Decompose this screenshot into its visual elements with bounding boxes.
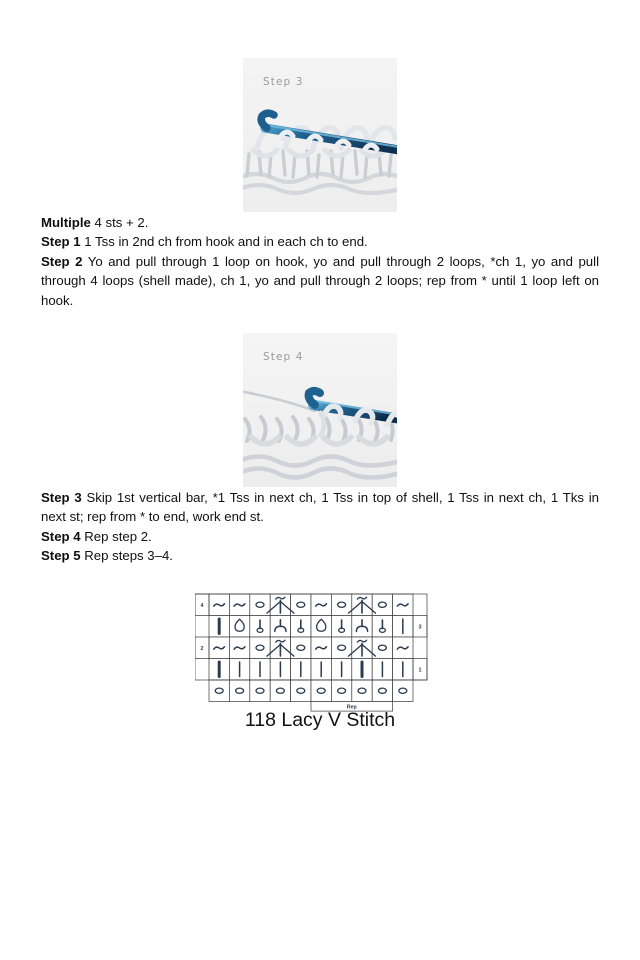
instruction-text: 1 Tss in 2nd ch from hook and in each ch to end. <box>80 234 368 250</box>
instruction-line-step-1 <box>41 232 599 251</box>
step-4-photo <box>243 333 397 487</box>
chart-title: 118 Lacy V Stitch <box>244 709 396 731</box>
instruction-line-step-3 <box>41 488 599 527</box>
instruction-line-step-5 <box>41 546 599 565</box>
instruction-lead: Multiple <box>41 215 91 230</box>
step-3-photo-label: Step 3 <box>263 76 304 88</box>
chart-row-number-1: 1 <box>418 667 422 674</box>
step-4-photo-label: Step 4 <box>263 351 304 363</box>
chart-row-1 <box>209 659 413 681</box>
instruction-lead: Step 3 <box>41 490 82 505</box>
instruction-text: Yo and pull through 1 loop on hook, yo and pull through 2 loops, *ch 1, yo and pull through 4 loops (shell made), ch 1, yo and pull through 2 loops; rep from * until 1 loop left on hook. <box>41 253 599 308</box>
stitch-chart-grid <box>195 592 445 714</box>
instructions-block-1 <box>41 213 599 310</box>
chart-row-4 <box>209 594 413 616</box>
instruction-lead: Step 2 <box>41 253 83 269</box>
chart-row-number-3: 3 <box>418 624 422 631</box>
instruction-lead: Step 1 <box>41 234 81 250</box>
instructions-block-2 <box>41 488 599 566</box>
chart-row-number-4: 4 <box>200 603 204 610</box>
instruction-line-step-2 <box>41 252 599 310</box>
instruction-text: Skip 1st vertical bar, *1 Tss in next ch, 1 Tss in top of shell, 1 Tss in next ch, 1 Tks in next st; rep from * to end, work end st. <box>41 490 600 525</box>
instruction-line-multiple <box>41 213 599 232</box>
instruction-lead: Step 5 <box>41 548 81 564</box>
instruction-text: 4 sts + 2. <box>90 215 149 230</box>
chart-row-2 <box>209 637 413 659</box>
chart-repeat-label: Rep <box>346 704 357 711</box>
chart-row-number-2: 2 <box>200 646 204 653</box>
chart-foundation-chain <box>209 680 413 702</box>
instruction-text: Rep steps 3–4. <box>80 548 173 564</box>
instruction-lead: Step 4 <box>41 528 81 544</box>
instruction-text: Rep step 2. <box>80 528 152 544</box>
step-3-photo <box>243 58 397 212</box>
instruction-line-step-4 <box>41 527 599 546</box>
chart-row-3 <box>209 616 413 638</box>
